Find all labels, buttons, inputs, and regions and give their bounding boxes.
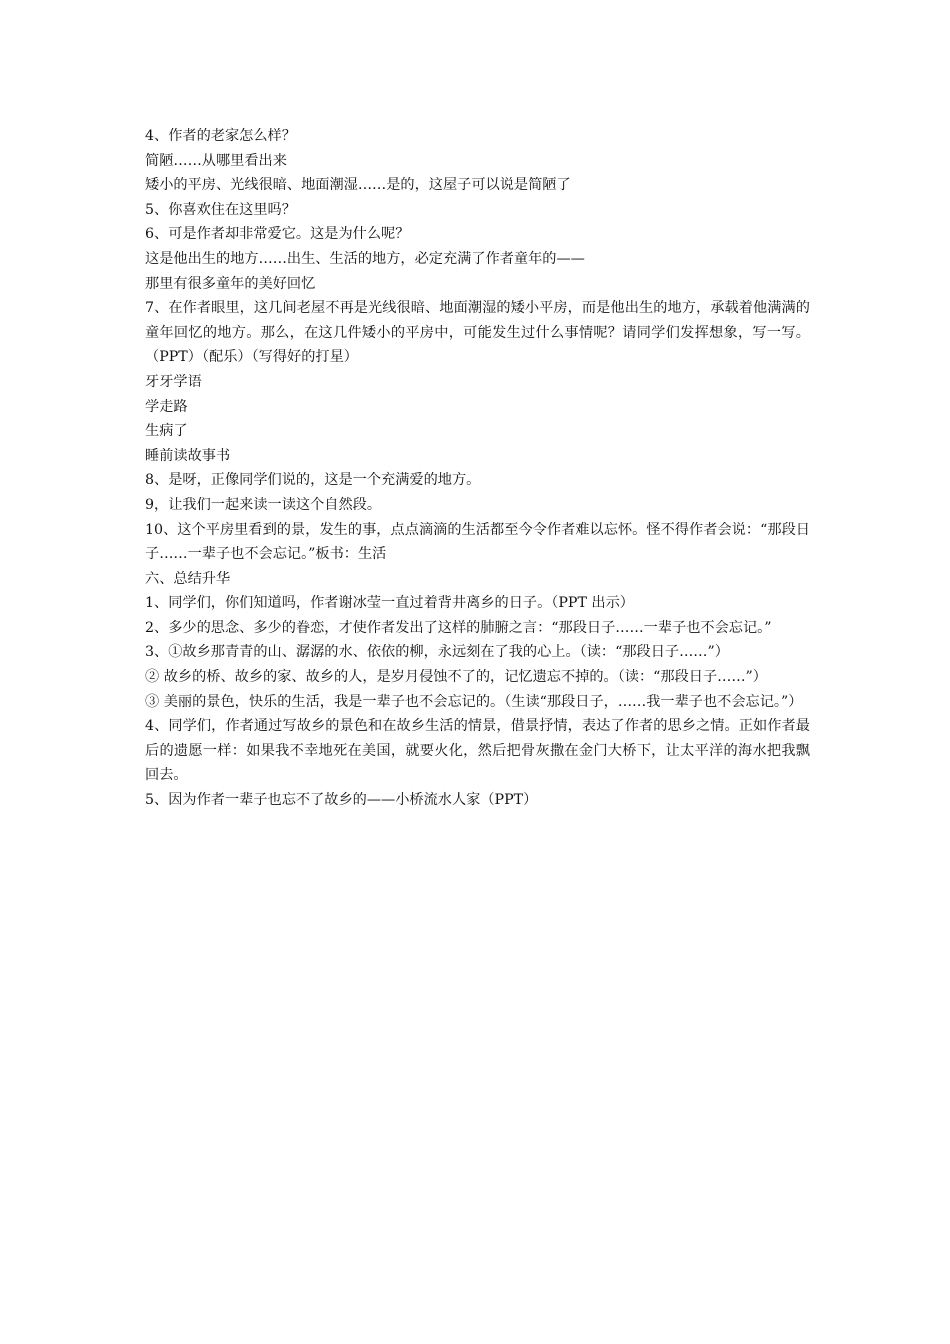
paragraph-line: 9，让我们一起来读一读这个自然段。 bbox=[145, 496, 382, 513]
paragraph-line: 8、是呀，正像同学们说的，这是一个充满爱的地方。 bbox=[145, 472, 481, 489]
paragraph-line: 6、可是作者却非常爱它。这是为什么呢？ bbox=[145, 226, 410, 243]
paragraph-line: 4、同学们，作者通过写故乡的景色和在故乡生活的情景，借景抒情，表达了作者的思乡之情。正如作者最后的遗愿一样：如果我不幸地死在美国，就要火化，然后把骨灰撒在金门大桥下，让太平洋的海水把我飘回去。 bbox=[145, 718, 810, 784]
paragraph-line: 5、你喜欢住在这里吗？ bbox=[145, 201, 296, 218]
paragraph-line: 5、因为作者一辈子也忘不了故乡的——小桥流水人家（PPT） bbox=[145, 792, 538, 809]
paragraph-line: 牙牙学语 bbox=[145, 373, 202, 390]
paragraph-line: 10、这个平房里看到的景，发生的事，点点滴滴的生活都至今令作者难以忘怀。怪不得作者会说：“那段日子……一辈子也不会忘记。”板书：生活 bbox=[145, 521, 810, 563]
paragraph-line: 那里有很多童年的美好回忆 bbox=[145, 275, 316, 292]
paragraph-line: 7、在作者眼里，这几间老屋不再是光线很暗、地面潮湿的矮小平房，而是他出生的地方，承载着他满满的童年回忆的地方。那么，在这几件矮小的平房中，可能发生过什么事情呢？请同学们发挥想象，写一写。（PPT）（配乐）（写得好的打星） bbox=[145, 300, 810, 366]
paragraph-line: ③ 美丽的景色，快乐的生活，我是一辈子也不会忘记的。（生读“那段日子，……我一辈子也不会忘记。”） bbox=[145, 693, 803, 710]
paragraph-line: 3、①故乡那青青的山、潺潺的水、依依的柳，永远刻在了我的心上。（读：“那段日子……”） bbox=[145, 644, 729, 661]
paragraph-line: 睡前读故事书 bbox=[145, 447, 231, 464]
paragraph-line: 矮小的平房、光线很暗、地面潮湿……是的，这屋子可以说是简陋了 bbox=[145, 177, 571, 194]
paragraph-line: 2、多少的思念、多少的眷恋，才使作者发出了这样的肺腑之言：“那段日子……一辈子也不会忘记。” bbox=[145, 619, 772, 636]
section-heading: 六、总结升华 bbox=[145, 570, 231, 587]
paragraph-line: 生病了 bbox=[145, 423, 188, 440]
paragraph-line: 4、作者的老家怎么样？ bbox=[145, 128, 296, 144]
paragraph-line: ② 故乡的桥、故乡的家、故乡的人，是岁月侵蚀不了的，记忆遗忘不掉的。（读：“那段日子……”） bbox=[145, 669, 767, 686]
paragraph-line: 学走路 bbox=[145, 398, 188, 415]
paragraph-line: 简陋……从哪里看出来 bbox=[145, 152, 287, 169]
document-body bbox=[145, 124, 810, 813]
paragraph-line: 这是他出生的地方……出生、生活的地方，必定充满了作者童年的—— bbox=[145, 250, 585, 267]
paragraph-line: 1、同学们，你们知道吗，作者谢冰莹一直过着背井离乡的日子。（PPT 出示） bbox=[145, 595, 634, 612]
